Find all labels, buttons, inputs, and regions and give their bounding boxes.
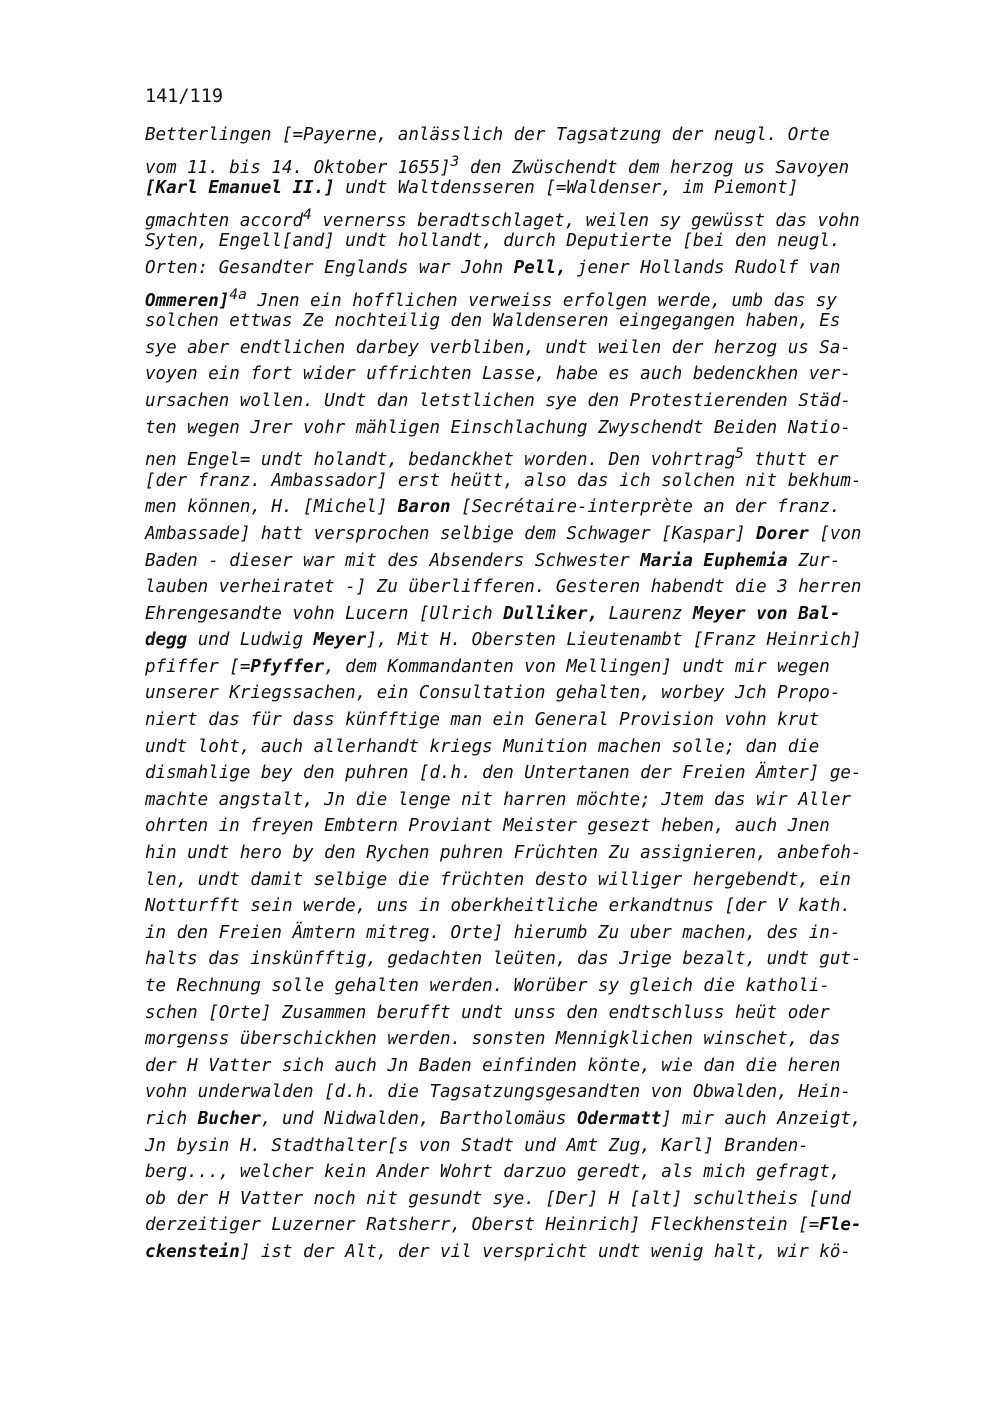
text-segment: dismahlige bey den puhren [d.h. den Untertanen der Freien Ämter] ge- [145, 763, 862, 784]
text-segment: und Ludwig [187, 630, 314, 651]
text-line [145, 415, 905, 442]
text-segment: Baden - dieser war mit des Absenders Schwester [145, 550, 641, 571]
text-segment: Laurenz [598, 603, 693, 624]
text-segment: [ [808, 523, 830, 544]
text-segment: unserer Kriegssachen, ein Consultation gehalten, worbey Jch Propo- [145, 683, 841, 704]
text-line [145, 680, 905, 707]
bold-name: Odermatt [576, 1108, 662, 1129]
text-line [145, 308, 905, 335]
text-segment: ] ist der Alt, der vil verspricht undt wenig halt, wir kö- [239, 1241, 851, 1262]
footnote-marker: 4a [229, 285, 247, 303]
text-segment: vohn underwalden [d.h. die Tagsatzungsgesandten von Obwalden, Hein- [145, 1082, 851, 1103]
text-segment: von [829, 523, 862, 544]
text-line [145, 973, 905, 1000]
text-line [145, 202, 905, 229]
text-line [145, 1133, 905, 1160]
text-line [145, 388, 905, 415]
text-line [145, 361, 905, 388]
text-segment: derzeitiger Luzerner Ratsherr, Oberst Heinrich] Fleckhenstein [= [145, 1215, 820, 1236]
bold-name: Baron [397, 497, 451, 518]
bold-name: degg [145, 630, 188, 651]
text-segment: vom 11. bis 14. Oktober 1655] [145, 157, 451, 178]
bold-name: Pfyffer [250, 656, 325, 677]
text-segment: , und Nidwalden, Bartholomäus [260, 1108, 577, 1129]
text-segment: Orten: Gesandter Englands war John [145, 257, 514, 278]
bold-name: Meyer [313, 630, 367, 651]
text-line [145, 1000, 905, 1027]
text-line [145, 441, 905, 468]
text-segment: len, undt damit selbige die früchten desto williger hergebendt, ein [145, 869, 851, 890]
text-line [145, 601, 905, 628]
text-segment: Syten, Engell[and] undt hollandt, durch Deputierte [bei den neugl. [145, 231, 841, 252]
text-segment: jener Hollands Rudolf van [566, 257, 841, 278]
text-line [145, 654, 905, 681]
bold-name: Dulliker, [503, 603, 599, 624]
text-segment: thutt er [743, 449, 839, 470]
text-segment: [der franz. Ambassador] erst heütt, also das ich solchen nit bekhum- [145, 470, 862, 491]
bold-name: ckenstein [145, 1241, 240, 1262]
text-segment: , dem Kommandanten von Mellingen] undt mir wegen [324, 656, 830, 677]
text-line [145, 787, 905, 814]
text-segment: Notturfft sein werde, uns in oberkheitliche erkandtnus [der V kath. [145, 896, 851, 917]
text-segment: solchen ettwas Ze nochteilig den Waldenseren eingegangen haben, Es [145, 311, 841, 332]
text-segment: ohrten in freyen Embtern Proviant Meister gesezt heben, auch Jnen [145, 816, 830, 837]
text-segment: lauben verheiratet -] Zu überlifferen. Gesteren habendt die 3 herren [145, 577, 862, 598]
text-line [145, 707, 905, 734]
bold-name: Bucher [197, 1108, 261, 1129]
text-segment: schen [Orte] Zusammen berufft undt unss den endtschluss heüt oder [145, 1002, 830, 1023]
text-line [145, 521, 905, 548]
text-segment: Betterlingen [=Payerne, anlässlich der Tagsatzung der neugl. Orte [145, 125, 830, 145]
text-segment: machte angstalt, Jn die lenge nit harren möchte; Jtem das wir Aller [145, 789, 851, 810]
text-line [145, 920, 905, 947]
text-segment: Jn bysin H. Stadthalter[s von Stadt und Amt Zug, Karl] Branden- [145, 1135, 809, 1156]
text-segment: der H Vatter sich auch Jn Baden einfinden könte, wie dan die heren [145, 1055, 841, 1076]
text-line [145, 734, 905, 761]
text-line [145, 893, 905, 920]
text-segment: gmachten accord [145, 210, 304, 231]
text-segment: nen Engel= undt holandt, bedanckhet worden. Den vohrtrag [145, 449, 736, 470]
text-line [145, 1106, 905, 1133]
text-line [145, 122, 905, 149]
text-segment: undt Waltdensseren [=Waldenser, im Piemont] [334, 178, 799, 199]
text-line [145, 494, 905, 521]
text-segment: te Rechnung solle gehalten werden. Worüber sy gleich die katholi- [145, 976, 830, 996]
text-segment: ten wegen Jrer vohr mähligen Einschlachung Zwyschendt Beiden Natio- [145, 417, 851, 438]
text-segment: ob der H Vatter noch nit gesundt sye. [Der] H [alt] schultheis [und [145, 1188, 851, 1209]
text-line [145, 1026, 905, 1053]
text-segment: Jnen ein hofflichen verweiss erfolgen werde, umb das sy [246, 290, 837, 311]
text-line [145, 1159, 905, 1186]
text-segment: Zur- [787, 550, 841, 571]
bold-name: Fle- [819, 1215, 862, 1236]
text-line [145, 335, 905, 362]
text-segment: Ambassade] hatt versprochen selbige dem Schwager [Kaspar] [145, 523, 757, 544]
bold-name: [Karl Emanuel II.] [145, 178, 335, 199]
text-line [145, 255, 905, 282]
bold-name: Pell, [513, 257, 567, 278]
text-segment: [Secrétaire-interprète an der franz. [450, 497, 841, 518]
bold-name: Ommeren] [145, 290, 230, 311]
text-line [145, 1053, 905, 1080]
text-line [145, 228, 905, 255]
page-number: 141/119 [145, 86, 223, 107]
bold-name: Maria Euphemia [640, 550, 788, 571]
footnote-marker: 5 [735, 445, 744, 463]
text-line [145, 574, 905, 601]
text-segment: halts das inskünfftig, gedachten leüten, das Jrige bezalt, undt gut- [145, 949, 862, 970]
text-line [145, 468, 905, 495]
text-line [145, 175, 905, 202]
text-segment: sye aber endtlichen darbey verbliben, undt weilen der herzog us Sa- [145, 337, 851, 358]
text-line [145, 149, 905, 176]
text-line [145, 760, 905, 787]
text-line [145, 946, 905, 973]
text-segment: pfiffer [= [145, 656, 251, 677]
text-line [145, 548, 905, 575]
footnote-marker: 3 [450, 152, 460, 170]
text-segment: hin undt hero by den Rychen puhren Früchten Zu assignieren, anbefoh- [145, 843, 862, 864]
text-line [145, 867, 905, 894]
text-segment: Ehrengesandte vohn Lucern [Ulrich [145, 603, 504, 624]
text-line [145, 1079, 905, 1106]
text-line [145, 1212, 905, 1239]
text-segment: berg..., welcher kein Ander Wohrt darzuo geredt, als mich gefragt, [145, 1162, 841, 1183]
text-line [145, 1186, 905, 1213]
text-segment: ursachen wollen. Undt dan letstlichen sye den Protestierenden Städ- [145, 390, 851, 411]
document-body [145, 122, 905, 1266]
text-segment: ], Mit H. Obersten Lieutenambt [Franz Heinrich] [366, 630, 862, 651]
text-segment: niert das für dass künfftige man ein General Provision vohn krut [145, 710, 820, 731]
text-line [145, 840, 905, 867]
text-segment: rich [145, 1108, 198, 1129]
bold-name: Meyer von Bal- [692, 603, 841, 624]
text-line [145, 1239, 905, 1266]
text-segment: undt loht, auch allerhandt kriegs Munition machen solle; dan die [145, 736, 820, 757]
text-line [145, 813, 905, 840]
text-segment: vernerss beradtschlaget, weilen sy gewüsst das vohn [311, 210, 860, 231]
text-line [145, 282, 905, 309]
text-segment: in den Freien Ämtern mitreg. Orte] hierumb Zu uber machen, des in- [145, 922, 841, 943]
footnote-marker: 4 [303, 205, 312, 223]
bold-name: Dorer [756, 523, 809, 544]
text-segment: morgenss überschickhen werden. sonsten Mennigklichen winschet, das [145, 1029, 841, 1050]
text-segment: ] mir auch Anzeigt, [661, 1108, 862, 1129]
text-line [145, 627, 905, 654]
text-segment: voyen ein fort wider uffrichten Lasse, habe es auch bedenckhen ver- [145, 364, 851, 385]
text-segment: men können, H. [Michel] [145, 497, 398, 518]
text-segment: den Zwüschendt dem herzog us Savoyen [459, 157, 850, 178]
